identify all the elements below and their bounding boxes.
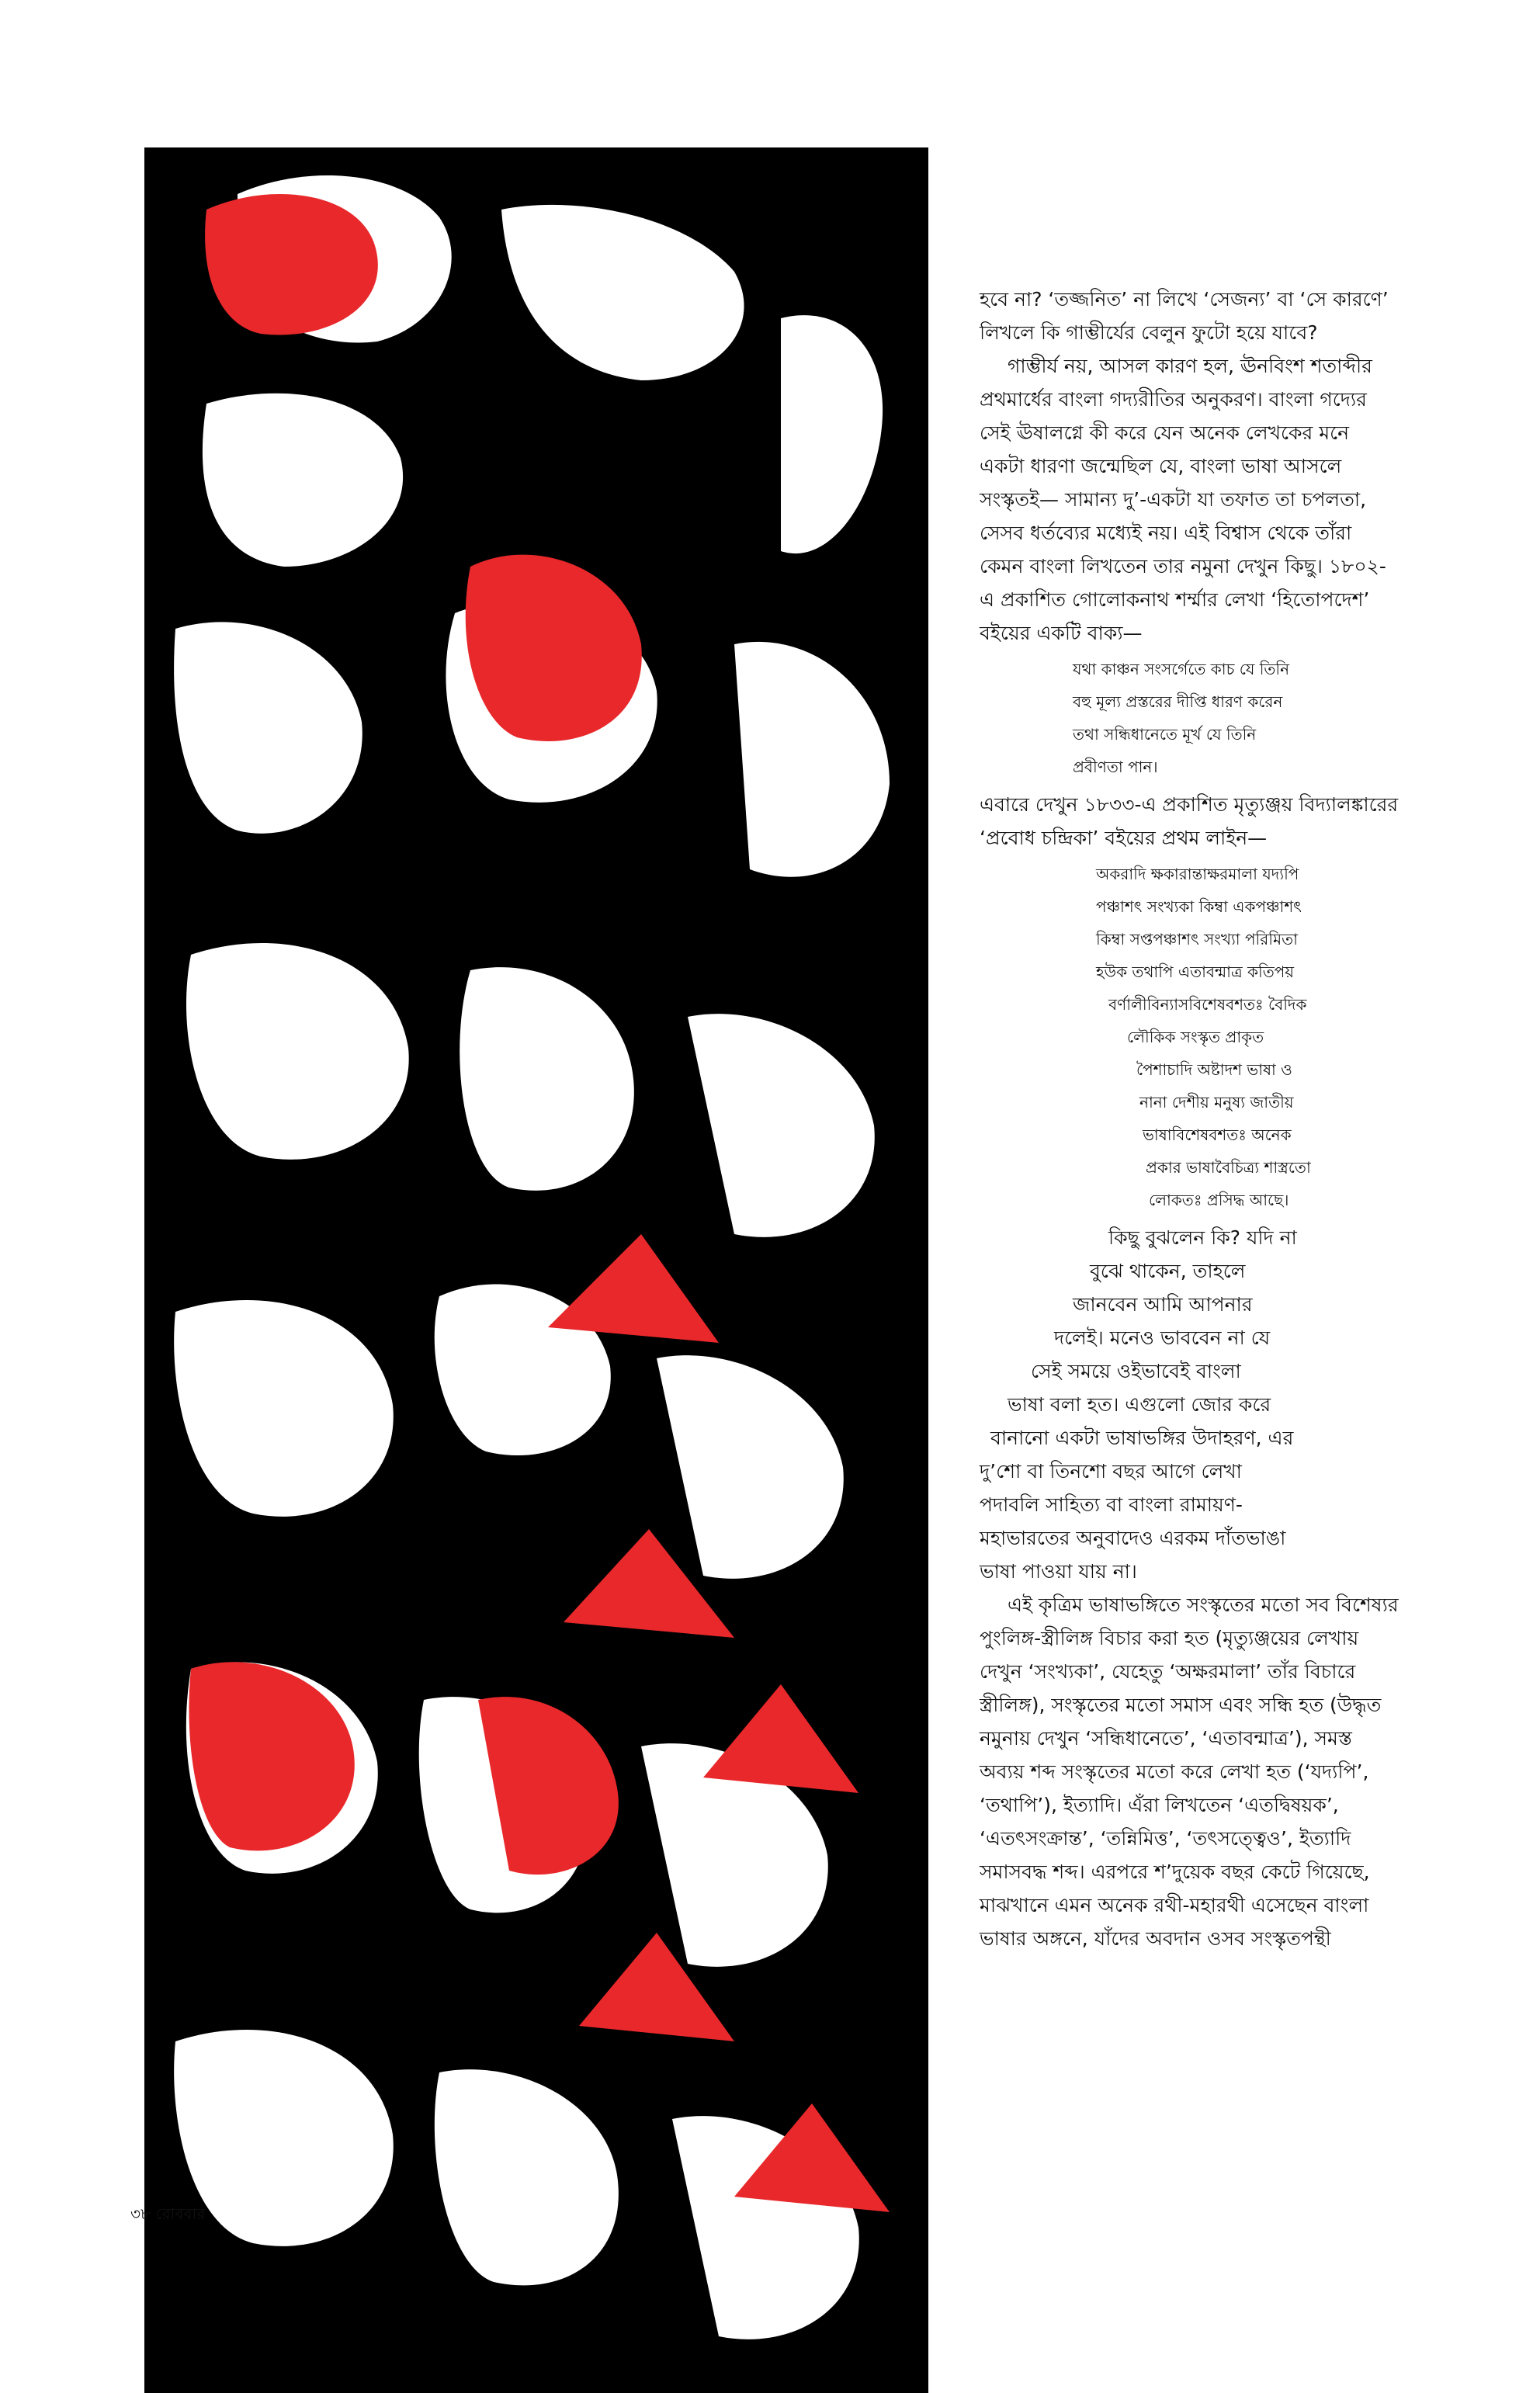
quote-line: বর্ণালীবিন্যাসবিশেষবশতঃ বৈদিক bbox=[1108, 995, 1307, 1014]
article-line: দলেই। মনেও ভাববেন না যে bbox=[1054, 1327, 1271, 1349]
quote-prabodh-chandrika bbox=[980, 858, 1399, 1216]
quote-line: প্রবীণতা পান। bbox=[1073, 758, 1158, 776]
quote-line: যথা কাঞ্চন সংসর্গেতে কাচ যে তিনি bbox=[1073, 660, 1290, 678]
quote-line: লৌকিক সংস্কৃত প্রাকৃত bbox=[1127, 1028, 1264, 1046]
article-paragraph-2: গাম্ভীর্য নয়, আসল কারণ হল, ঊনবিংশ শতাব্দীর প্রথমার্ধের বাংলা গদ্যরীতির অনুকরণ। বাংলা গদ্যের সেই ঊষালগ্নে কী করে যেন অনেক লেখকের মনে একটা ধারণা জন্মেছিল যে, বাংলা ভাষা আসলে সংস্কৃতই— সামান্য দু’-একটা যা তফাত তা চপলতা, সেসব ধর্তব্যের মধ্যেই নয়। এই বিশ্বাস থেকে তাঁরা কেমন বাংলা লিখতেন তার নমুনা দেখুন কিছু। ১৮০২-এ প্রকাশিত গোলোকনাথ শর্ম্মার লেখা ‘হিতোপদেশ’ বইয়ের একটি বাক্য— bbox=[980, 355, 1386, 644]
quote-line: পঞ্চাশৎ সংখ্যকা কিম্বা একপঞ্চাশৎ bbox=[1096, 897, 1302, 916]
quote-line: ভাষাবিশেষবশতঃ অনেক bbox=[1143, 1125, 1292, 1144]
article-line: সেই সময়ে ওইভাবেই বাংলা bbox=[1031, 1360, 1241, 1382]
quote-line: বহু মূল্য প্রস্তরের দীপ্তি ধারণ করেন bbox=[1073, 692, 1283, 711]
article-paragraph-4 bbox=[980, 1221, 1399, 1588]
article-paragraph-3: এবারে দেখুন ১৮৩৩-এ প্রকাশিত মৃত্যুঞ্জয় বিদ্যালঙ্কারের ‘প্রবোধ চন্দ্রিকা’ বইয়ের প্রথম লাইন— bbox=[980, 793, 1399, 849]
article-line: জানবেন আমি আপনার bbox=[1073, 1293, 1253, 1316]
article-line: মহাভারতের অনুবাদেও এরকম দাঁতভাঙা bbox=[980, 1527, 1286, 1549]
article-line: কিছু বুঝলেন কি? যদি না bbox=[1108, 1226, 1297, 1249]
quote-line: হউক তথাপি এতাবন্মাত্র কতিপয় bbox=[1096, 962, 1295, 981]
quote-hitopadesh bbox=[980, 653, 1399, 783]
article-column bbox=[980, 283, 1399, 1955]
quote-line: পৈশাচাদি অষ্টাদশ ভাষা ও bbox=[1136, 1060, 1292, 1079]
article-paragraph-1: হবে না? ‘তজ্জনিত’ না লিখে ‘সেজন্য’ বা ‘সে কারণে’ লিখলে কি গাম্ভীর্যের বেলুন ফুটো হয়ে যাবে? bbox=[980, 288, 1389, 344]
calligraphy-artwork bbox=[144, 147, 928, 2393]
quote-line: নানা দেশীয় মনুষ্য জাতীয় bbox=[1139, 1093, 1294, 1112]
quote-line: প্রকার ভাষাবৈচিত্র্য শাস্ত্রতো bbox=[1146, 1158, 1311, 1177]
article-line: বুঝে থাকেন, তাহলে bbox=[1090, 1260, 1246, 1282]
article-line: ভাষা বলা হত। এগুলো জোর করে bbox=[1008, 1393, 1271, 1416]
article-paragraph-5: এই কৃত্রিম ভাষাভঙ্গিতে সংস্কৃতের মতো সব বিশেষ্যর পুংলিঙ্গ-স্ত্রীলিঙ্গ বিচার করা হত (মৃত্যুঞ্জয়ের লেখায় দেখুন ‘সংখ্যকা’, যেহেতু ‘অক্ষরমালা’ তাঁর বিচারে স্ত্রীলিঙ্গ), সংস্কৃতের মতো সমাস এবং সন্ধি হত (উদ্ধৃত নমুনায় দেখুন ‘সন্ধিধানেতে’, ‘এতাবন্মাত্র’), সমস্ত অব্যয় শব্দ সংস্কৃতের মতো করে লেখা হত (‘যদ্যপি’, ‘তথাপি’), ইত্যাদি। এঁরা লিখতেন ‘এতদ্বিষয়ক’, ‘এতৎসংক্রান্ত’, ‘তন্নিমিত্ত’, ‘তৎসত্ত্বেও’, ইত্যাদি সমাসবদ্ধ শব্দ। এরপরে শ’দুয়েক বছর কেটে গিয়েছে, মাঝখানে এমন অনেক রথী-মহারথী এসেছেন বাংলা ভাষার অঙ্গনে, যাঁদের অবদান ওসব সংস্কৃতপন্থী bbox=[980, 1594, 1399, 1950]
page-folio: ৩৮ রোববার bbox=[130, 2204, 206, 2223]
quote-line: কিম্বা সপ্তপঞ্চাশৎ সংখ্যা পরিমিতা bbox=[1096, 930, 1298, 949]
quote-line: অকরাদি ক্ষকারান্তাক্ষরমালা যদ্যপি bbox=[1096, 865, 1299, 883]
article-line: বানানো একটা ভাষাভঙ্গির উদাহরণ, এর bbox=[990, 1427, 1294, 1449]
quote-line: লোকতঃ প্রসিদ্ধ আছে। bbox=[1149, 1191, 1289, 1209]
article-line: ভাষা পাওয়া যায় না। bbox=[980, 1560, 1137, 1583]
quote-line: তথা সন্ধিধানেতে মূর্খ যে তিনি bbox=[1073, 725, 1257, 744]
article-line: দু’শো বা তিনশো বছর আগে লেখা bbox=[980, 1460, 1242, 1483]
article-line: পদাবলি সাহিত্য বা বাংলা রামায়ণ- bbox=[980, 1493, 1243, 1516]
